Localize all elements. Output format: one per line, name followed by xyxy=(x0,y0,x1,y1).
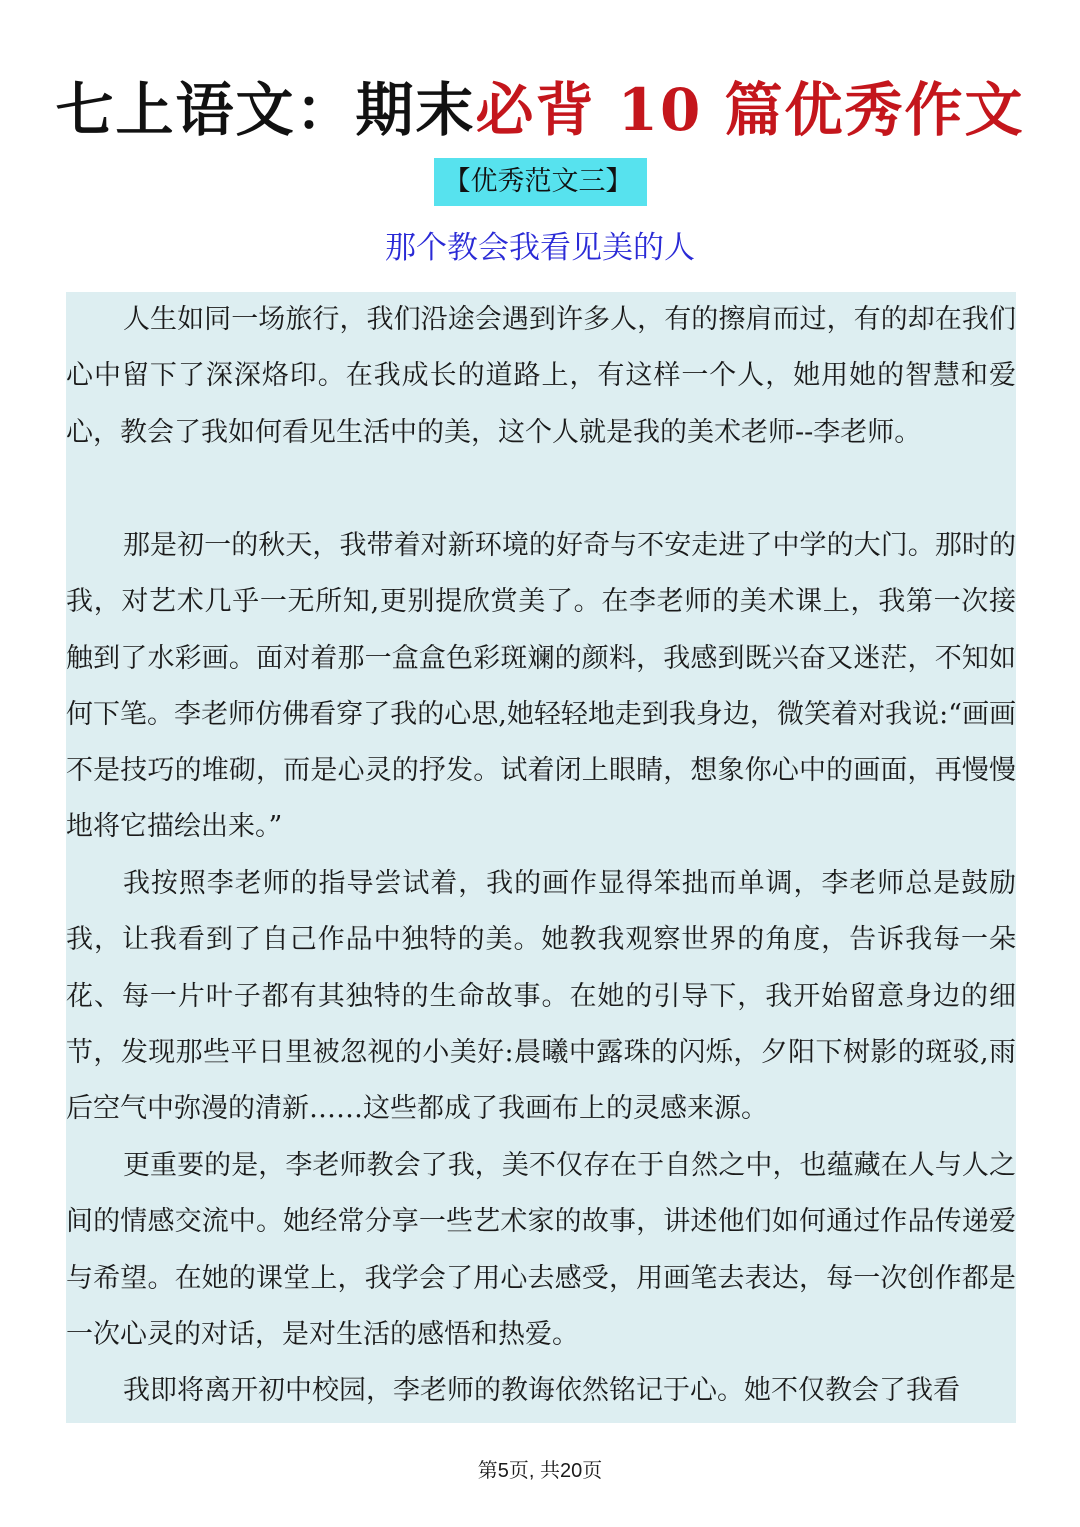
section-label: 【优秀范文三】 xyxy=(434,158,647,206)
document-title-part-2: 必背 10 篇优秀作文 xyxy=(475,76,1025,144)
page-number: 第5页, 共20页 xyxy=(477,1460,603,1482)
essay-body xyxy=(66,292,1016,1423)
essay-title: 那个教会我看见美的人 xyxy=(385,230,695,266)
section-label-wrap xyxy=(0,158,1080,206)
document-title xyxy=(0,72,1080,148)
document-title-part-1: 七上语文：期末 xyxy=(55,76,476,144)
paragraph-3: 我按照李老师的指导尝试着，我的画作显得笨拙而单调，李老师总是鼓励我，让我看到了自己作品中独特的美。她教我观察世界的角度，告诉我每一朵花、每一片叶子都有其独特的生命故事。在她的引导下，我开始留意身边的细节，发现那些平日里被忽视的小美好:晨曦中露珠的闪烁，夕阳下树影的斑驳,雨后空气中弥漫的清新……这些都成了我画布上的灵感来源。 xyxy=(66,868,1016,1125)
paragraph-1: 人生如同一场旅行，我们沿途会遇到许多人，有的擦肩而过，有的却在我们心中留下了深深烙印。在我成长的道路上，有这样一个人，她用她的智慧和爱心，教会了我如何看见生活中的美，这个人就是我的美术老师--李老师。 xyxy=(66,304,1016,448)
paragraph-5: 我即将离开初中校园，李老师的教诲依然铭记于心。她不仅教会了我看 xyxy=(123,1375,960,1406)
paragraph-4: 更重要的是，李老师教会了我，美不仅存在于自然之中，也蕴藏在人与人之间的情感交流中。她经常分享一些艺术家的故事，讲述他们如何通过作品传递爱与希望。在她的课堂上，我学会了用心去感受，用画笔去表达，每一次创作都是一次心灵的对话，是对生活的感悟和热爱。 xyxy=(66,1150,1016,1350)
paragraph-2: 那是初一的秋天，我带着对新环境的好奇与不安走进了中学的大门。那时的我，对艺术几乎一无所知,更别提欣赏美了。在李老师的美术课上，我第一次接触到了水彩画。面对着那一盒盒色彩斑斓的颜料，我感到既兴奋又迷茫，不知如何下笔。李老师仿佛看穿了我的心思,她轻轻地走到我身边，微笑着对我说:“画画不是技巧的堆砌，而是心灵的抒发。试着闭上眼睛，想象你心中的画面，再慢慢地将它描绘出来。” xyxy=(66,530,1016,843)
